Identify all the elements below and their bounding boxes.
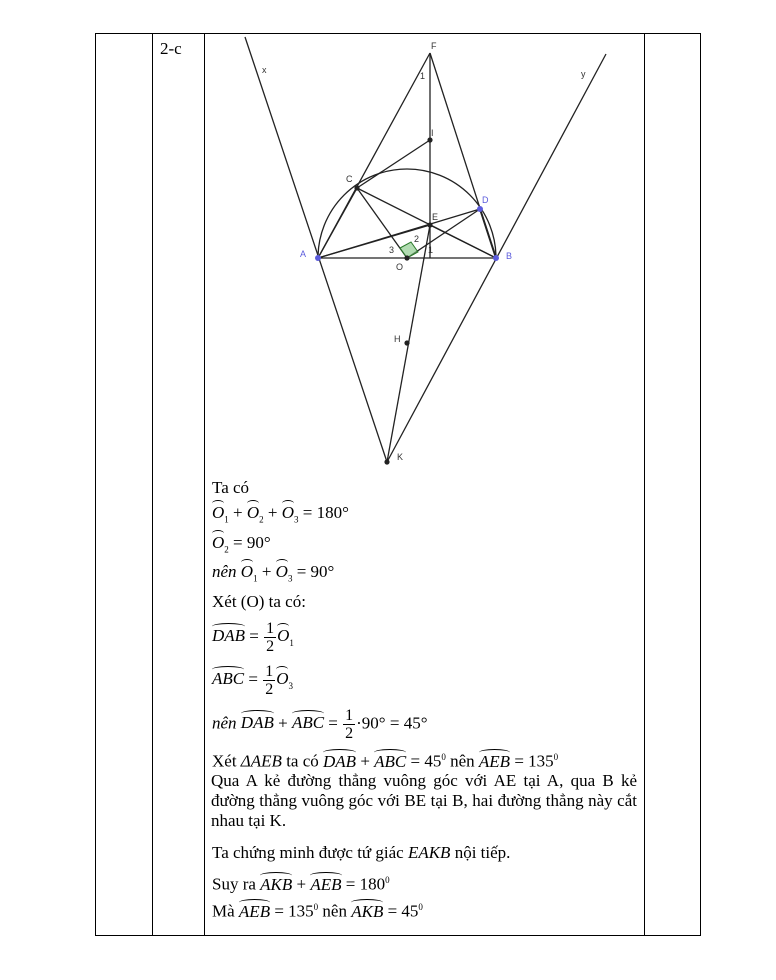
line-ma: Mà AEB = $135^0$ nên AKB = $45^0$ — [212, 901, 423, 921]
tangent-line-x — [245, 37, 387, 462]
label-angle-1: 1 — [428, 245, 434, 255]
label-d: D — [482, 195, 489, 205]
label-i: I — [431, 128, 434, 138]
equation-dab: DAB = $\frac{1}{2}$ $O_1$ — [212, 620, 294, 655]
point-a — [315, 255, 321, 261]
point-o — [404, 255, 409, 260]
paragraph-construction: Qua A kẻ đường thẳng vuông góc với AE tại A, qua B kẻ đường thẳng vuông góc với BE tại B, hai đường thẳng này cắt nhau tại K. — [211, 771, 637, 830]
line-cyclic-quad: Ta chứng minh được tứ giác EAKB nội tiếp. — [212, 843, 511, 862]
point-e — [427, 222, 432, 227]
line-xet-aeb: Xét ΔAEB ta có DAB + ABC = $45^0$ nên AEB = $135^0$ — [212, 751, 559, 771]
point-c — [354, 185, 359, 190]
point-k — [384, 459, 389, 464]
label-k: K — [397, 452, 404, 462]
equation-dab-abc: nên DAB + ABC = $\frac{1}{2}$ ·90° = 45° — [212, 707, 428, 742]
label-x: x — [262, 65, 267, 75]
label-f: F — [431, 41, 437, 51]
line-suy-ra: Suy ra AKB + AEB = $180^0$ — [212, 874, 390, 894]
label-angle-3: 3 — [389, 245, 395, 255]
point-d — [477, 206, 483, 212]
equation-o1-o3: nên $O_1 + O_3 = 90^\circ$ — [212, 562, 335, 584]
right-angle-marker — [400, 242, 418, 258]
column-divider — [152, 34, 153, 935]
equation-o2: $O_2 = 90^\circ$ — [212, 533, 271, 555]
equation-abc: ABC = $\frac{1}{2}$ $O_3$ — [212, 663, 293, 698]
label-c: C — [346, 174, 353, 184]
label-e: E — [432, 212, 439, 222]
label-h: H — [394, 334, 401, 344]
line-xet-o: Xét (O) ta có: — [212, 592, 306, 611]
equation-angle-sum: $O_1 + O_2 + O_3 = 180^\circ$ — [212, 503, 349, 525]
line-ta-co: Ta có — [212, 478, 250, 497]
segment-co — [357, 188, 407, 258]
label-b: B — [506, 251, 513, 261]
point-i — [427, 137, 432, 142]
point-b — [493, 255, 499, 261]
segment-ic — [357, 140, 430, 188]
geometry-figure — [204, 33, 644, 473]
label-angle-1-top: 1 — [420, 71, 426, 81]
question-label: 2-c — [160, 39, 182, 58]
point-h — [404, 340, 409, 345]
label-angle-2: 2 — [414, 234, 420, 244]
column-divider — [644, 34, 645, 935]
label-o: O — [396, 262, 404, 272]
label-a: A — [300, 249, 307, 259]
label-y: y — [581, 69, 586, 79]
